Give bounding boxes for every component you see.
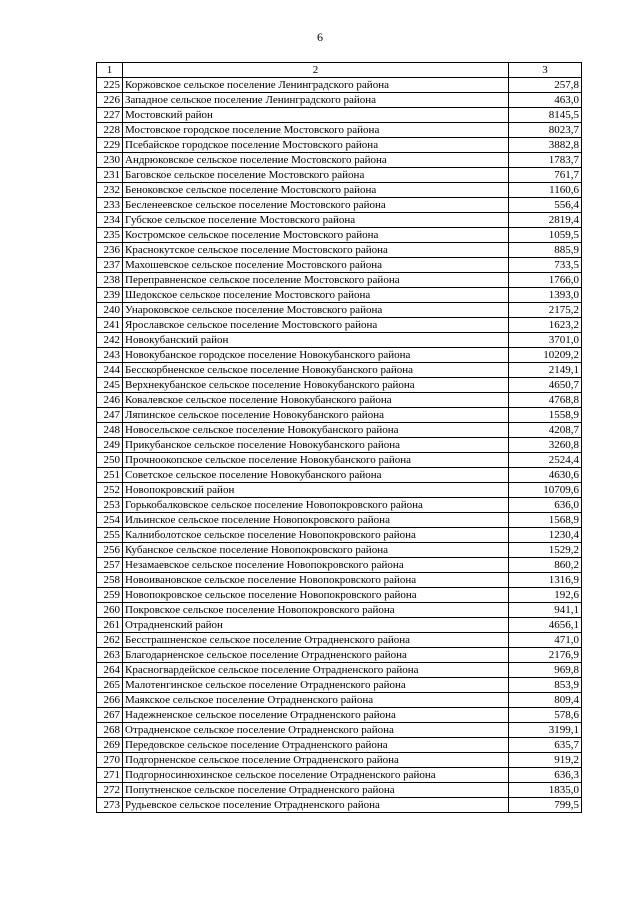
row-number: 230 — [97, 153, 123, 168]
row-number: 242 — [97, 333, 123, 348]
row-number: 268 — [97, 723, 123, 738]
amount-value: 1160,6 — [509, 183, 582, 198]
row-number: 225 — [97, 78, 123, 93]
amount-value: 809,4 — [509, 693, 582, 708]
table-row — [97, 513, 582, 528]
row-number: 260 — [97, 603, 123, 618]
row-number: 271 — [97, 768, 123, 783]
amount-value: 4768,8 — [509, 393, 582, 408]
row-number: 252 — [97, 483, 123, 498]
settlement-name: Бесскорбненское сельское поселение Новокубанского района — [123, 363, 509, 378]
settlement-name: Костромское сельское поселение Мостовского района — [123, 228, 509, 243]
amount-value: 4656,1 — [509, 618, 582, 633]
table-row — [97, 393, 582, 408]
row-number: 269 — [97, 738, 123, 753]
settlement-name: Мостовское городское поселение Мостовского района — [123, 123, 509, 138]
row-number: 234 — [97, 213, 123, 228]
table-row — [97, 408, 582, 423]
settlement-name: Ковалевское сельское поселение Новокубанского района — [123, 393, 509, 408]
row-number: 238 — [97, 273, 123, 288]
amount-value: 2176,9 — [509, 648, 582, 663]
amount-value: 1558,9 — [509, 408, 582, 423]
table-row — [97, 258, 582, 273]
settlement-name: Прикубанское сельское поселение Новокубанского района — [123, 438, 509, 453]
amount-value: 192,6 — [509, 588, 582, 603]
amount-value: 1393,0 — [509, 288, 582, 303]
settlement-name: Отрадненский район — [123, 618, 509, 633]
settlement-name: Баговское сельское поселение Мостовского района — [123, 168, 509, 183]
row-number: 226 — [97, 93, 123, 108]
table-row — [97, 288, 582, 303]
row-number: 237 — [97, 258, 123, 273]
row-number: 235 — [97, 228, 123, 243]
table-row — [97, 633, 582, 648]
settlement-name: Краснокутское сельское поселение Мостовского района — [123, 243, 509, 258]
amount-value: 733,5 — [509, 258, 582, 273]
table-row — [97, 618, 582, 633]
table-row — [97, 93, 582, 108]
data-table — [96, 62, 582, 813]
amount-value: 969,8 — [509, 663, 582, 678]
settlement-name: Передовское сельское поселение Отрадненского района — [123, 738, 509, 753]
amount-value: 1568,9 — [509, 513, 582, 528]
amount-value: 1835,0 — [509, 783, 582, 798]
amount-value: 636,3 — [509, 768, 582, 783]
table-row — [97, 228, 582, 243]
column-header-1: 1 — [97, 63, 123, 78]
row-number: 265 — [97, 678, 123, 693]
amount-value: 941,1 — [509, 603, 582, 618]
table-row — [97, 168, 582, 183]
row-number: 246 — [97, 393, 123, 408]
table-row — [97, 438, 582, 453]
row-number: 259 — [97, 588, 123, 603]
table-row — [97, 363, 582, 378]
row-number: 264 — [97, 663, 123, 678]
amount-value: 2149,1 — [509, 363, 582, 378]
settlement-name: Новопокровский район — [123, 483, 509, 498]
amount-value: 3882,8 — [509, 138, 582, 153]
amount-value: 635,7 — [509, 738, 582, 753]
table-row — [97, 588, 582, 603]
settlement-name: Ярославское сельское поселение Мостовского района — [123, 318, 509, 333]
row-number: 248 — [97, 423, 123, 438]
table-row — [97, 738, 582, 753]
amount-value: 471,0 — [509, 633, 582, 648]
amount-value: 4650,7 — [509, 378, 582, 393]
settlement-name: Псебайское городское поселение Мостовского района — [123, 138, 509, 153]
row-number: 250 — [97, 453, 123, 468]
settlement-name: Маякское сельское поселение Отрадненского района — [123, 693, 509, 708]
settlement-name: Бесленеевское сельское поселение Мостовского района — [123, 198, 509, 213]
table-row — [97, 318, 582, 333]
table-row — [97, 108, 582, 123]
amount-value: 1623,2 — [509, 318, 582, 333]
amount-value: 799,5 — [509, 798, 582, 813]
table-row — [97, 543, 582, 558]
table-row — [97, 603, 582, 618]
settlement-name: Новосельское сельское поселение Новокубанского района — [123, 423, 509, 438]
amount-value: 1783,7 — [509, 153, 582, 168]
amount-value: 4630,6 — [509, 468, 582, 483]
amount-value: 4208,7 — [509, 423, 582, 438]
settlement-name: Рудьевское сельское поселение Отрадненского района — [123, 798, 509, 813]
amount-value: 2819,4 — [509, 213, 582, 228]
row-number: 239 — [97, 288, 123, 303]
table-row — [97, 183, 582, 198]
table-row — [97, 663, 582, 678]
table-row — [97, 333, 582, 348]
amount-value: 1059,5 — [509, 228, 582, 243]
table-header-row — [97, 63, 582, 78]
table-row — [97, 78, 582, 93]
table-row — [97, 198, 582, 213]
amount-value: 578,6 — [509, 708, 582, 723]
settlement-name: Западное сельское поселение Ленинградского района — [123, 93, 509, 108]
settlement-name: Красногвардейское сельское поселение Отрадненского района — [123, 663, 509, 678]
amount-value: 1529,2 — [509, 543, 582, 558]
row-number: 266 — [97, 693, 123, 708]
row-number: 249 — [97, 438, 123, 453]
amount-value: 3701,0 — [509, 333, 582, 348]
settlement-name: Новокубанский район — [123, 333, 509, 348]
amount-value: 885,9 — [509, 243, 582, 258]
table-row — [97, 483, 582, 498]
row-number: 227 — [97, 108, 123, 123]
amount-value: 1766,0 — [509, 273, 582, 288]
settlement-name: Отрадненское сельское поселение Отрадненского района — [123, 723, 509, 738]
settlement-name: Мостовский район — [123, 108, 509, 123]
row-number: 247 — [97, 408, 123, 423]
table-row — [97, 303, 582, 318]
amount-value: 853,9 — [509, 678, 582, 693]
page-number: 6 — [317, 30, 323, 44]
settlement-name: Новопокровское сельское поселение Новопокровского района — [123, 588, 509, 603]
amount-value: 761,7 — [509, 168, 582, 183]
settlement-name: Беноковское сельское поселение Мостовского района — [123, 183, 509, 198]
table-row — [97, 273, 582, 288]
amount-value: 1316,9 — [509, 573, 582, 588]
settlement-name: Губское сельское поселение Мостовского района — [123, 213, 509, 228]
table-body — [97, 78, 582, 813]
row-number: 228 — [97, 123, 123, 138]
table-row — [97, 498, 582, 513]
table-row — [97, 153, 582, 168]
settlement-name: Благодарненское сельское поселение Отрадненского района — [123, 648, 509, 663]
amount-value: 556,4 — [509, 198, 582, 213]
table-row — [97, 453, 582, 468]
settlement-name: Махошевское сельское поселение Мостовского района — [123, 258, 509, 273]
settlement-name: Подгорненское сельское поселение Отрадненского района — [123, 753, 509, 768]
row-number: 267 — [97, 708, 123, 723]
settlement-name: Надежненское сельское поселение Отрадненского района — [123, 708, 509, 723]
settlement-name: Калниболотское сельское поселение Новопокровского района — [123, 528, 509, 543]
table-row — [97, 678, 582, 693]
table-row — [97, 783, 582, 798]
row-number: 263 — [97, 648, 123, 663]
amount-value: 257,8 — [509, 78, 582, 93]
table-row — [97, 423, 582, 438]
row-number: 273 — [97, 798, 123, 813]
row-number: 270 — [97, 753, 123, 768]
settlement-name: Кубанское сельское поселение Новопокровского района — [123, 543, 509, 558]
settlement-name: Унароковское сельское поселение Мостовского района — [123, 303, 509, 318]
row-number: 243 — [97, 348, 123, 363]
row-number: 233 — [97, 198, 123, 213]
row-number: 262 — [97, 633, 123, 648]
row-number: 251 — [97, 468, 123, 483]
settlement-name: Андрюковское сельское поселение Мостовского района — [123, 153, 509, 168]
settlement-name: Верхнекубанское сельское поселение Новокубанского района — [123, 378, 509, 393]
table-row — [97, 123, 582, 138]
settlement-name: Новоивановское сельское поселение Новопокровского района — [123, 573, 509, 588]
amount-value: 8145,5 — [509, 108, 582, 123]
row-number: 236 — [97, 243, 123, 258]
row-number: 255 — [97, 528, 123, 543]
row-number: 256 — [97, 543, 123, 558]
row-number: 244 — [97, 363, 123, 378]
table-row — [97, 708, 582, 723]
settlement-name: Шедокское сельское поселение Мостовского района — [123, 288, 509, 303]
row-number: 254 — [97, 513, 123, 528]
amount-value: 919,2 — [509, 753, 582, 768]
table-row — [97, 558, 582, 573]
row-number: 253 — [97, 498, 123, 513]
settlement-name: Ильинское сельское поселение Новопокровского района — [123, 513, 509, 528]
settlement-name: Ляпинское сельское поселение Новокубанского района — [123, 408, 509, 423]
column-header-2: 2 — [123, 63, 509, 78]
amount-value: 2524,4 — [509, 453, 582, 468]
table-row — [97, 798, 582, 813]
amount-value: 10709,6 — [509, 483, 582, 498]
amount-value: 463,0 — [509, 93, 582, 108]
row-number: 232 — [97, 183, 123, 198]
table-row — [97, 723, 582, 738]
settlement-name: Бесстрашненское сельское поселение Отрадненского района — [123, 633, 509, 648]
row-number: 261 — [97, 618, 123, 633]
settlement-name: Новокубанское городское поселение Новокубанского района — [123, 348, 509, 363]
settlement-name: Попутненское сельское поселение Отрадненского района — [123, 783, 509, 798]
settlement-name: Прочноокопское сельское поселение Новокубанского района — [123, 453, 509, 468]
row-number: 258 — [97, 573, 123, 588]
table-row — [97, 573, 582, 588]
amount-value: 3199,1 — [509, 723, 582, 738]
row-number: 240 — [97, 303, 123, 318]
amount-value: 636,0 — [509, 498, 582, 513]
row-number: 245 — [97, 378, 123, 393]
settlement-name: Незамаевское сельское поселение Новопокровского района — [123, 558, 509, 573]
amount-value: 2175,2 — [509, 303, 582, 318]
row-number: 272 — [97, 783, 123, 798]
table-row — [97, 243, 582, 258]
table-row — [97, 648, 582, 663]
row-number: 257 — [97, 558, 123, 573]
settlement-name: Советское сельское поселение Новокубанского района — [123, 468, 509, 483]
table-row — [97, 693, 582, 708]
table-row — [97, 213, 582, 228]
settlement-name: Переправненское сельское поселение Мостовского района — [123, 273, 509, 288]
settlement-name: Малотенгинское сельское поселение Отрадненского района — [123, 678, 509, 693]
table-row — [97, 528, 582, 543]
table-row — [97, 753, 582, 768]
amount-value: 1230,4 — [509, 528, 582, 543]
settlement-name: Покровское сельское поселение Новопокровского района — [123, 603, 509, 618]
table-row — [97, 138, 582, 153]
settlement-name: Коржовское сельское поселение Ленинградского района — [123, 78, 509, 93]
row-number: 241 — [97, 318, 123, 333]
row-number: 229 — [97, 138, 123, 153]
amount-value: 3260,8 — [509, 438, 582, 453]
table-row — [97, 348, 582, 363]
settlement-name: Подгорносинюхинское сельское поселение Отрадненского района — [123, 768, 509, 783]
row-number: 231 — [97, 168, 123, 183]
amount-value: 860,2 — [509, 558, 582, 573]
table-row — [97, 378, 582, 393]
column-header-3: 3 — [509, 63, 582, 78]
table-row — [97, 468, 582, 483]
settlement-name: Горькобалковское сельское поселение Новопокровского района — [123, 498, 509, 513]
amount-value: 8023,7 — [509, 123, 582, 138]
amount-value: 10209,2 — [509, 348, 582, 363]
table-row — [97, 768, 582, 783]
